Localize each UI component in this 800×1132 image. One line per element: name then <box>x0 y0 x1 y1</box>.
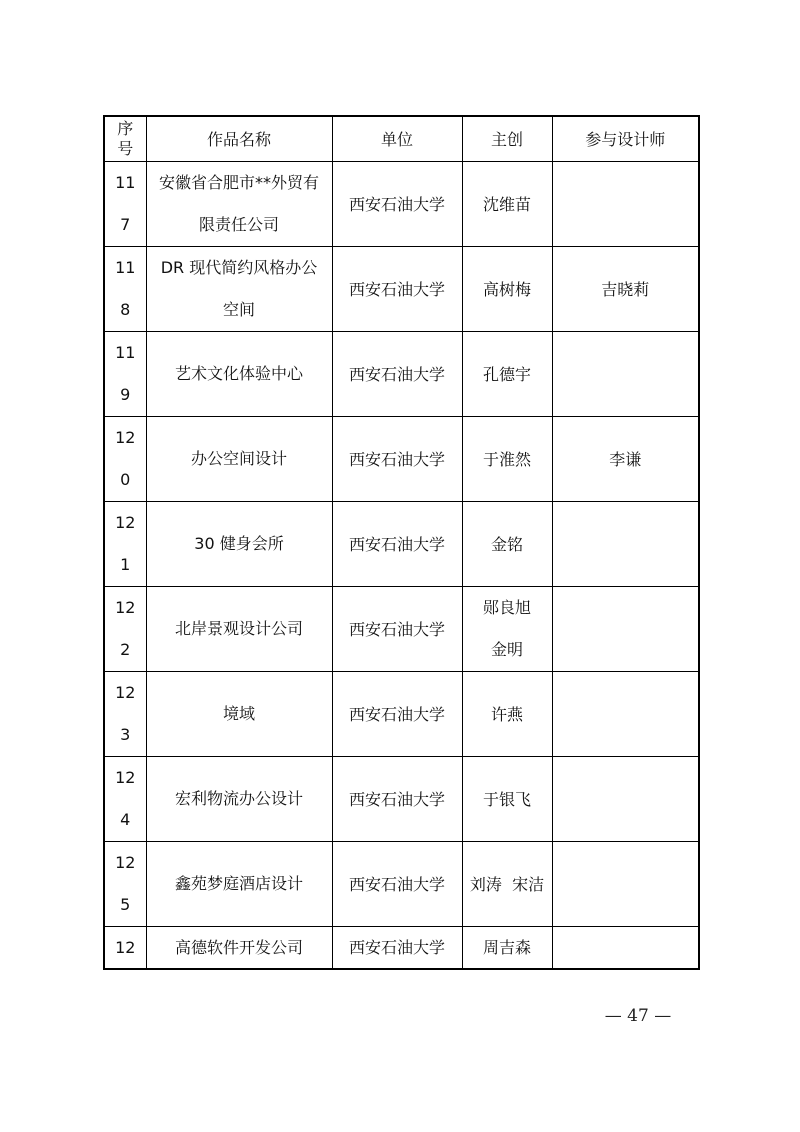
cell-name: 办公空间设计 <box>146 417 332 502</box>
cell-no: 121 <box>104 502 146 587</box>
cell-unit: 西安石油大学 <box>332 842 462 927</box>
table-row <box>104 417 699 502</box>
cell-lead: 郧良旭金明 <box>462 587 552 672</box>
cell-lead: 许燕 <box>462 672 552 757</box>
header-lead: 主创 <box>462 116 552 162</box>
cell-no: 117 <box>104 162 146 247</box>
cell-no: 119 <box>104 332 146 417</box>
cell-participants <box>552 672 699 757</box>
awards-table <box>103 115 700 970</box>
cell-no: 122 <box>104 587 146 672</box>
cell-unit: 西安石油大学 <box>332 587 462 672</box>
cell-name: 30 健身会所 <box>146 502 332 587</box>
cell-unit: 西安石油大学 <box>332 332 462 417</box>
cell-participants <box>552 757 699 842</box>
cell-name: 境域 <box>146 672 332 757</box>
header-unit: 单位 <box>332 116 462 162</box>
cell-participants: 李谦 <box>552 417 699 502</box>
cell-lead: 刘涛 宋洁 <box>462 842 552 927</box>
table-row <box>104 247 699 332</box>
cell-lead: 于银飞 <box>462 757 552 842</box>
cell-participants <box>552 502 699 587</box>
cell-unit: 西安石油大学 <box>332 417 462 502</box>
cell-no: 118 <box>104 247 146 332</box>
table-row <box>104 162 699 247</box>
cell-name: 安徽省合肥市**外贸有限责任公司 <box>146 162 332 247</box>
table-row <box>104 927 699 969</box>
cell-no: 123 <box>104 672 146 757</box>
header-no: 序号 <box>104 116 146 162</box>
cell-participants <box>552 587 699 672</box>
cell-participants <box>552 927 699 969</box>
cell-name: 艺术文化体验中心 <box>146 332 332 417</box>
cell-lead: 于淮然 <box>462 417 552 502</box>
cell-name: DR 现代简约风格办公空间 <box>146 247 332 332</box>
cell-lead: 周吉森 <box>462 927 552 969</box>
cell-unit: 西安石油大学 <box>332 502 462 587</box>
table-row <box>104 757 699 842</box>
cell-name: 鑫苑梦庭酒店设计 <box>146 842 332 927</box>
page-number: — 47 — <box>604 1006 672 1026</box>
cell-unit: 西安石油大学 <box>332 247 462 332</box>
cell-no: 12 <box>104 927 146 969</box>
table-header-row <box>104 116 699 162</box>
header-name: 作品名称 <box>146 116 332 162</box>
cell-unit: 西安石油大学 <box>332 927 462 969</box>
table-row <box>104 502 699 587</box>
cell-lead: 金铭 <box>462 502 552 587</box>
header-participants: 参与设计师 <box>552 116 699 162</box>
cell-participants <box>552 842 699 927</box>
cell-lead: 沈维苗 <box>462 162 552 247</box>
table-row <box>104 587 699 672</box>
cell-no: 124 <box>104 757 146 842</box>
table-row <box>104 672 699 757</box>
cell-participants: 吉晓莉 <box>552 247 699 332</box>
cell-unit: 西安石油大学 <box>332 672 462 757</box>
cell-lead: 高树梅 <box>462 247 552 332</box>
table-row <box>104 332 699 417</box>
cell-participants <box>552 162 699 247</box>
cell-unit: 西安石油大学 <box>332 757 462 842</box>
cell-no: 120 <box>104 417 146 502</box>
cell-unit: 西安石油大学 <box>332 162 462 247</box>
cell-name: 宏利物流办公设计 <box>146 757 332 842</box>
cell-no: 125 <box>104 842 146 927</box>
cell-lead: 孔德宇 <box>462 332 552 417</box>
table-row <box>104 842 699 927</box>
cell-participants <box>552 332 699 417</box>
cell-name: 高德软件开发公司 <box>146 927 332 969</box>
cell-name: 北岸景观设计公司 <box>146 587 332 672</box>
